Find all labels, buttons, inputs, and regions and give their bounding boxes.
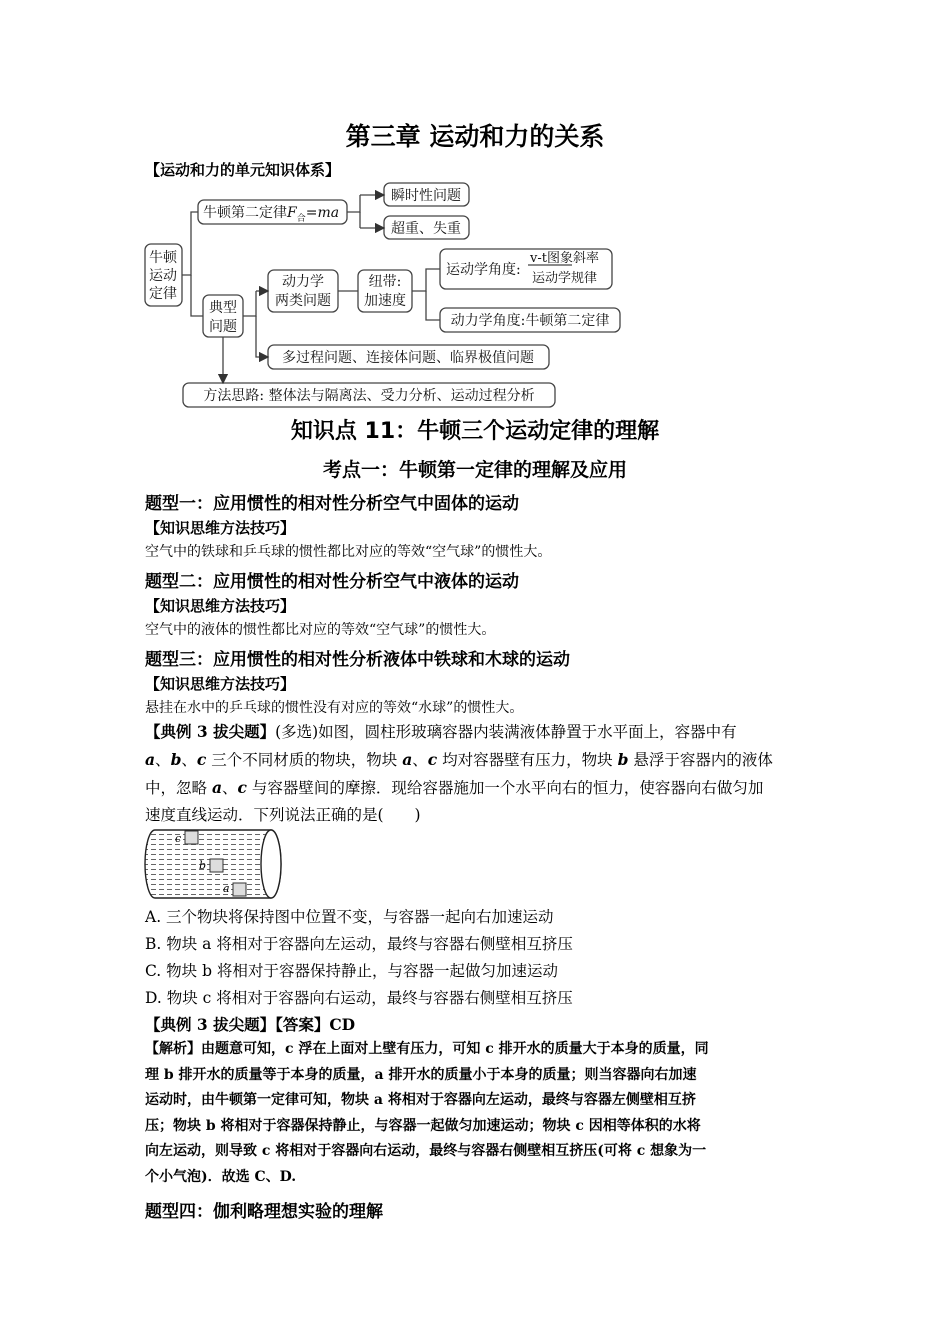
type2-title: 题型二：应用惯性的相对性分析空气中液体的运动 [145,572,519,592]
typical-label-2: 问题 [209,319,237,335]
chapter-title: 第三章 运动和力的关系 [345,122,605,151]
analysis-line-5: 向左运动，则导致 c 将相对于容器向右运动，最终与容器右侧壁相互挤压(可将 c 想象为一 [145,1143,707,1159]
instant-label: 瞬时性问题 [391,188,461,204]
analysis-line-6: 个小气泡)．故选 C、D. [145,1168,297,1185]
overweight-label: 超重、失重 [391,221,461,237]
example-question [145,718,810,829]
question-line-4: 速度直线运动．下列说法正确的是( ) [145,806,421,824]
block-c [185,831,198,844]
unit-heading: 【运动和力的单元知识体系】 [145,161,341,179]
option-a: A. 三个物块将保持图中位置不变，与容器一起向右加速运动 [145,908,554,926]
kinematics-top: v-t图象斜率 [530,251,599,266]
type4-title: 题型四：伽利略理想实验的理解 [145,1202,383,1222]
type1-title: 题型一：应用惯性的相对性分析空气中固体的运动 [145,494,519,514]
method-label: 方法思路: 整体法与隔离法、受力分析、运动过程分析 [203,388,535,404]
newton2-label: 牛顿第二定律$F_合=ma$ [203,205,340,224]
kinematics-bottom: 运动学规律 [532,271,598,286]
exam-point-title: 考点一：牛顿第一定律的理解及应用 [322,459,627,481]
kinematics-prefix: 运动学角度: [446,262,521,278]
analysis-block [145,1037,810,1190]
root-label-1: 牛顿 [149,250,177,266]
tip3-label: 【知识思维方法技巧】 [145,675,296,693]
option-b: B. 物块 a 将相对于容器向左运动，最终与容器右侧壁相互挤压 [145,935,573,953]
root-label-3: 定律 [149,286,177,302]
dynamics-label-2: 两类问题 [275,293,331,309]
analysis-tag: 【解析】 [145,1041,201,1057]
label-b: b [199,859,207,872]
block-b [210,859,223,872]
label-a: a [223,882,230,895]
option-c: C. 物块 b 将相对于容器保持静止，与容器一起做匀加速运动 [145,962,558,980]
tip1-text: 空气中的铁球和乒乓球的惯性都比对应的等效“空气球”的惯性大。 [145,544,552,560]
knowledge-diagram [0,178,950,438]
question-line-2: a、b、c 三个不同材质的物块，物块 a、c 均对容器壁有压力，物块 b 悬浮于容器内的液体 [145,750,773,769]
root-label-2: 运动 [149,268,177,284]
multi-label: 多过程问题、连接体问题、临界极值问题 [282,350,534,366]
link-label-1: 纽带: [368,274,402,290]
question-line-1: 【典例 3 拔尖题】(多选)如图，圆柱形玻璃容器内装满液体静置于水平面上，容器中有 [145,722,737,741]
block-a [233,883,246,896]
analysis-line-1: 【解析】由题意可知，c 浮在上面对上壁有压力，可知 c 排开水的质量大于本身的质量，同 [145,1041,709,1057]
example-tag: 【典例 3 拔尖题】 [145,722,276,741]
analysis-line-3: 运动时，由牛顿第一定律可知，物块 a 将相对于容器向左运动，最终与容器左侧壁相互挤 [145,1092,696,1108]
tip2-text: 空气中的液体的惯性都比对应的等效“空气球”的惯性大。 [145,622,496,638]
question-line-3: 中，忽略 a、c 与容器壁间的摩擦．现给容器施加一个水平向右的恒力，使容器向右做匀加 [145,778,764,797]
label-c: c [175,832,182,845]
answer-line: 【典例 3 拔尖题】【答案】CD [145,1015,356,1034]
dynamics-label-1: 动力学 [282,274,324,290]
analysis-line-2: 理 b 排开水的质量等于本身的质量，a 排开水的质量小于本身的质量；则当容器向右加速 [145,1066,697,1083]
tip2-label: 【知识思维方法技巧】 [145,597,296,615]
dynamics-angle-label: 动力学角度:牛顿第二定律 [450,313,610,329]
tip1-label: 【知识思维方法技巧】 [145,519,296,537]
cylinder-figure [143,827,293,901]
knowledge-point-title: 知识点 11：牛顿三个运动定律的理解 [290,419,660,444]
typical-label-1: 典型 [209,300,237,316]
tip3-text: 悬挂在水中的乒乓球的惯性没有对应的等效“水球”的惯性大。 [145,700,524,716]
type3-title: 题型三：应用惯性的相对性分析液体中铁球和木球的运动 [145,650,570,670]
analysis-line-4: 压；物块 b 将相对于容器保持静止，与容器一起做匀加速运动；物块 c 因相等体积的水将 [145,1117,701,1134]
option-d: D. 物块 c 将相对于容器向右运动，最终与容器右侧壁相互挤压 [145,989,573,1007]
link-label-2: 加速度 [364,293,406,309]
